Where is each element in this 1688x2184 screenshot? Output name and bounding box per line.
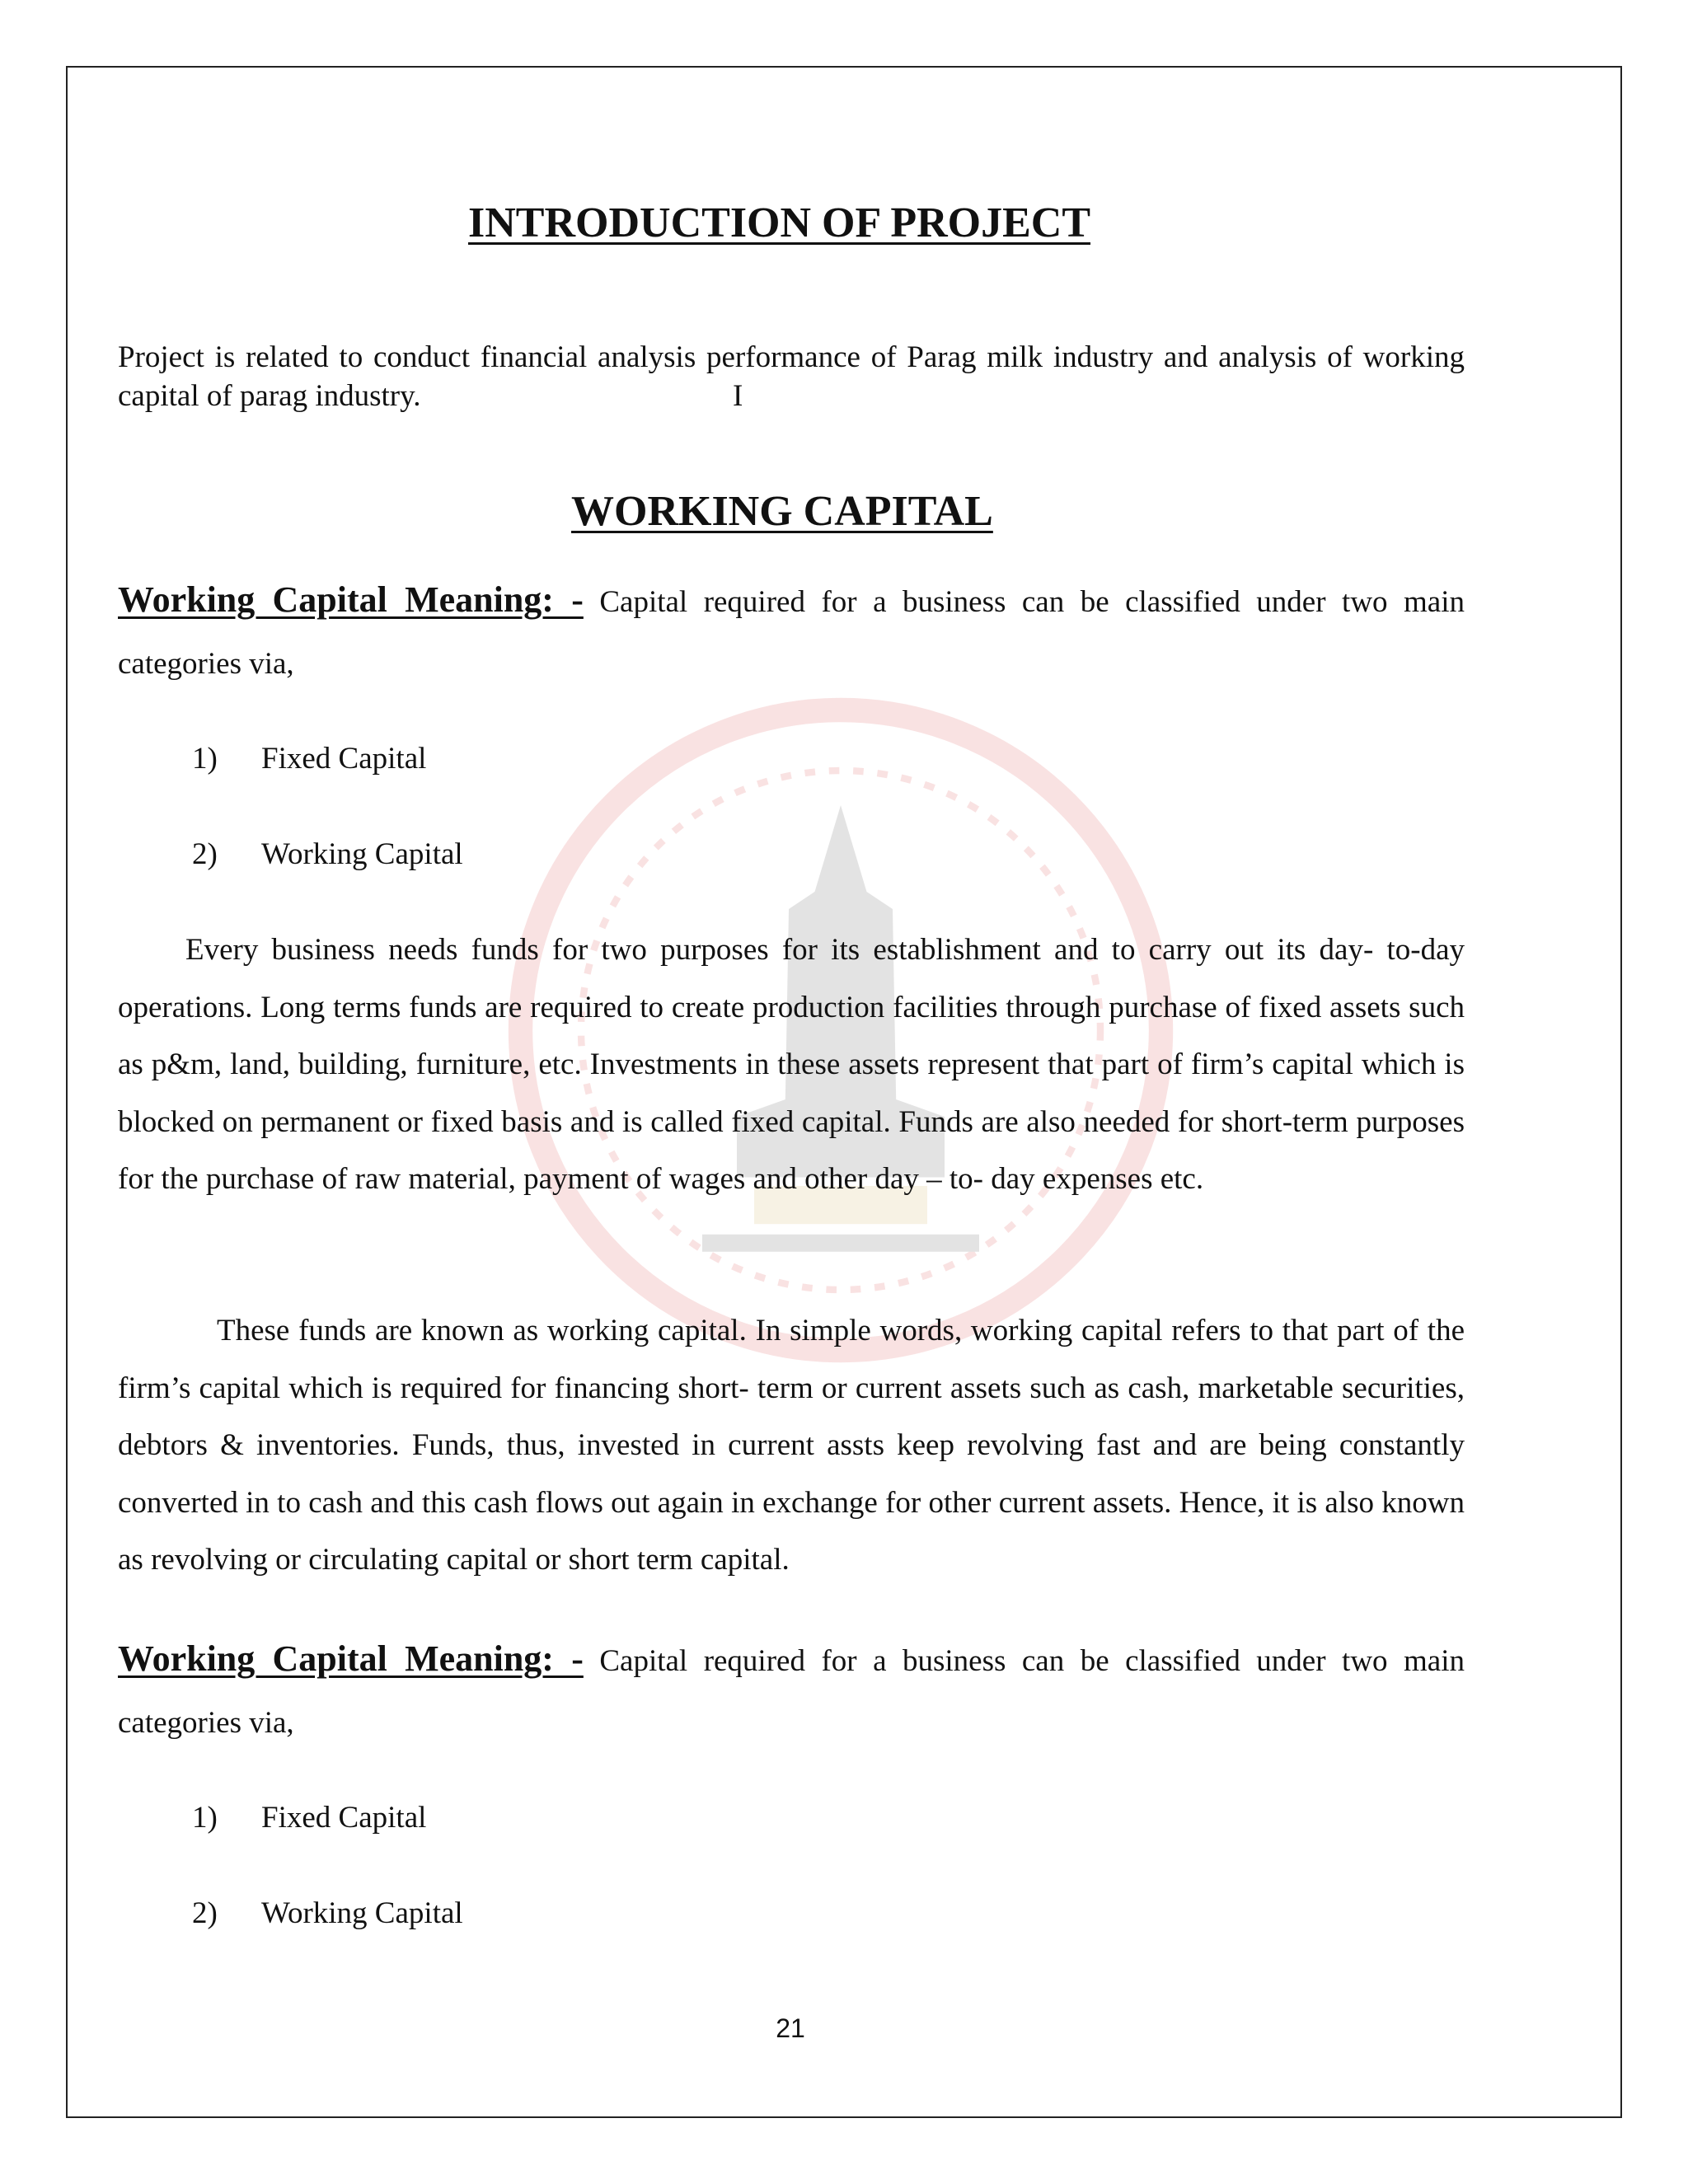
list-item-number: 1): [192, 742, 218, 776]
meaning-block-1: [118, 569, 1465, 695]
section-heading: WORKING CAPITAL: [571, 488, 993, 535]
intro-paragraph: Project is related to conduct financial analysis performance of Parag milk industry and analysis of working capital of parag industry.: [118, 340, 1465, 413]
meaning-text: Capital required for a business can be classified under two main categories via,: [118, 1644, 1465, 1740]
body-paragraph-2: These funds are known as working capital. In simple words, working capital refers to that part of the firm’s capital which is required for financing short- term or current assets such as cash, marketable securities, debtors & inventories. Funds, thus, invested in current assts keep revolving fast and are being constantly converted in to cash and this cash flows out again in exchange for other current assets. Hence, it is also known as revolving or circulating capital or short term capital.: [118, 1314, 1465, 1577]
stray-text-mark: I: [733, 379, 743, 413]
meaning-heading: Working Capital Meaning: -: [118, 579, 584, 620]
list-item-label: Working Capital: [261, 837, 463, 871]
meaning-heading: Working Capital Meaning: -: [118, 1638, 584, 1679]
list-item-number: 2): [192, 1896, 218, 1930]
page-number: 21: [776, 2013, 805, 2043]
list-item-number: 2): [192, 837, 218, 871]
list-item-number: 1): [192, 1801, 218, 1835]
meaning-text: Capital required for a business can be classified under two main categories via,: [118, 585, 1465, 681]
meaning-block-2: [118, 1628, 1465, 1754]
list-item-label: Fixed Capital: [261, 742, 427, 776]
body-paragraph-1: Every business needs funds for two purposes for its establishment and to carry out its day- to-day operations. Long terms funds are required to create production facilities through purchase of fixed assets such as p&m, land, building, furniture, etc. Investments in these assets represent that part of firm’s capital which is blocked on permanent or fixed basis and is called fixed capital. Funds are also needed for short-term purposes for the purchase of raw material, payment of wages and other day – to- day expenses etc.: [118, 933, 1465, 1196]
list-item-label: Working Capital: [261, 1896, 463, 1930]
list-item-label: Fixed Capital: [261, 1801, 427, 1835]
page-title: INTRODUCTION OF PROJECT: [468, 199, 1091, 246]
